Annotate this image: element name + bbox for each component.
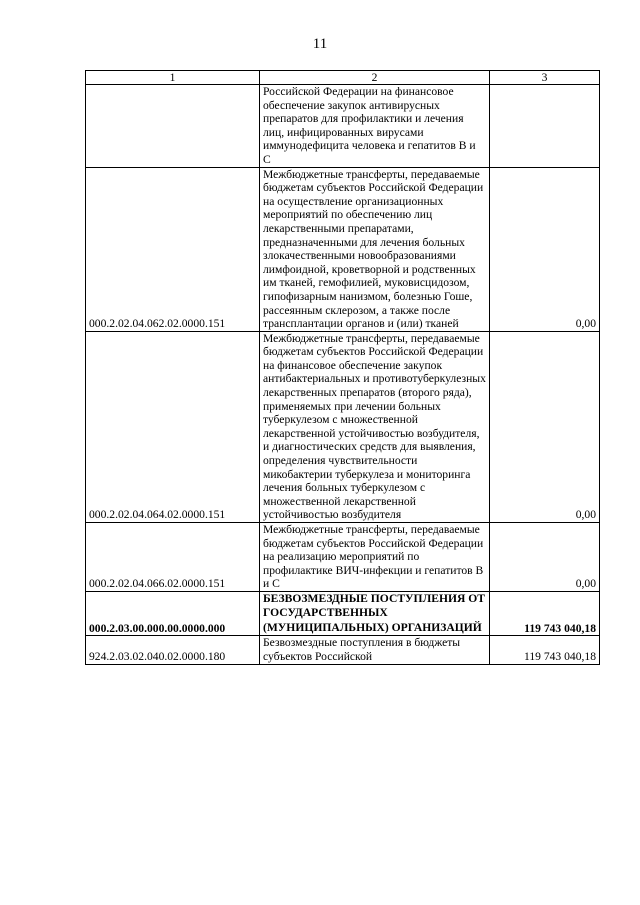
table-row: [86, 523, 600, 592]
page-number: 11: [312, 36, 328, 52]
row-amount: 0,00: [490, 523, 600, 592]
row-description: Безвозмездные поступления в бюджеты субъектов Российской: [260, 636, 490, 664]
row-code: 000.2.02.04.062.02.0000.151: [86, 167, 260, 331]
row-amount: 0,00: [490, 167, 600, 331]
row-code: 000.2.02.04.066.02.0000.151: [86, 523, 260, 592]
row-code: 924.2.03.02.040.02.0000.180: [86, 636, 260, 664]
row-description: Межбюджетные трансферты, передаваемые бюджетам субъектов Российской Федерации на осуществление организационных мероприятий по обеспечению лиц лекарственными препаратами, предназначенными для лечения больных злокачественными новообразованиями лимфоидной, кроветворной и родственных им тканей, гемофилией, муковисцидозом, гипофизарным нанизмом, болезнью Гоше, рассеянным склерозом, а также после трансплантации органов и (или) тканей: [260, 167, 490, 331]
row-code: 000.2.02.04.064.02.0000.151: [86, 331, 260, 522]
row-amount: 0,00: [490, 331, 600, 522]
table-row: [86, 85, 600, 168]
row-amount: [490, 85, 600, 168]
table-row: [86, 331, 600, 522]
row-description: Межбюджетные трансферты, передаваемые бюджетам субъектов Российской Федерации на финансовое обеспечение закупок антибактериальных и противотуберкулезных лекарственных препаратов (второго ряда), применяемых при лечении больных туберкулезом с множественной лекарственной устойчивостью возбудителя, и диагностических средств для выявления, определения чувствительности микобактерии туберкулеза и мониторинга лечения больных туберкулезом с множественной лекарственной устойчивостью возбудителя: [260, 331, 490, 522]
row-description: БЕЗВОЗМЕЗДНЫЕ ПОСТУПЛЕНИЯ ОТ ГОСУДАРСТВЕННЫХ (МУНИЦИПАЛЬНЫХ) ОРГАНИЗАЦИЙ: [260, 591, 490, 636]
table-row: [86, 636, 600, 664]
row-description: Межбюджетные трансферты, передаваемые бюджетам субъектов Российской Федерации на реализацию мероприятий по профилактике ВИЧ-инфекции и гепатитов В и С: [260, 523, 490, 592]
column-number-3: 3: [490, 71, 600, 85]
row-description: Российской Федерации на финансовое обеспечение закупок антивирусных препаратов для профилактики и лечения лиц, инфицированных вирусами иммунодефицита человека и гепатитов В и С: [260, 85, 490, 168]
table-row: [86, 167, 600, 331]
column-number-2: 2: [260, 71, 490, 85]
budget-table: [85, 70, 600, 665]
row-code: [86, 85, 260, 168]
row-amount: 119 743 040,18: [490, 636, 600, 664]
row-code: 000.2.03.00.000.00.0000.000: [86, 591, 260, 636]
table-header-row: [86, 71, 600, 85]
table-row-section-total: [86, 591, 600, 636]
row-amount: 119 743 040,18: [490, 591, 600, 636]
column-number-1: 1: [86, 71, 260, 85]
